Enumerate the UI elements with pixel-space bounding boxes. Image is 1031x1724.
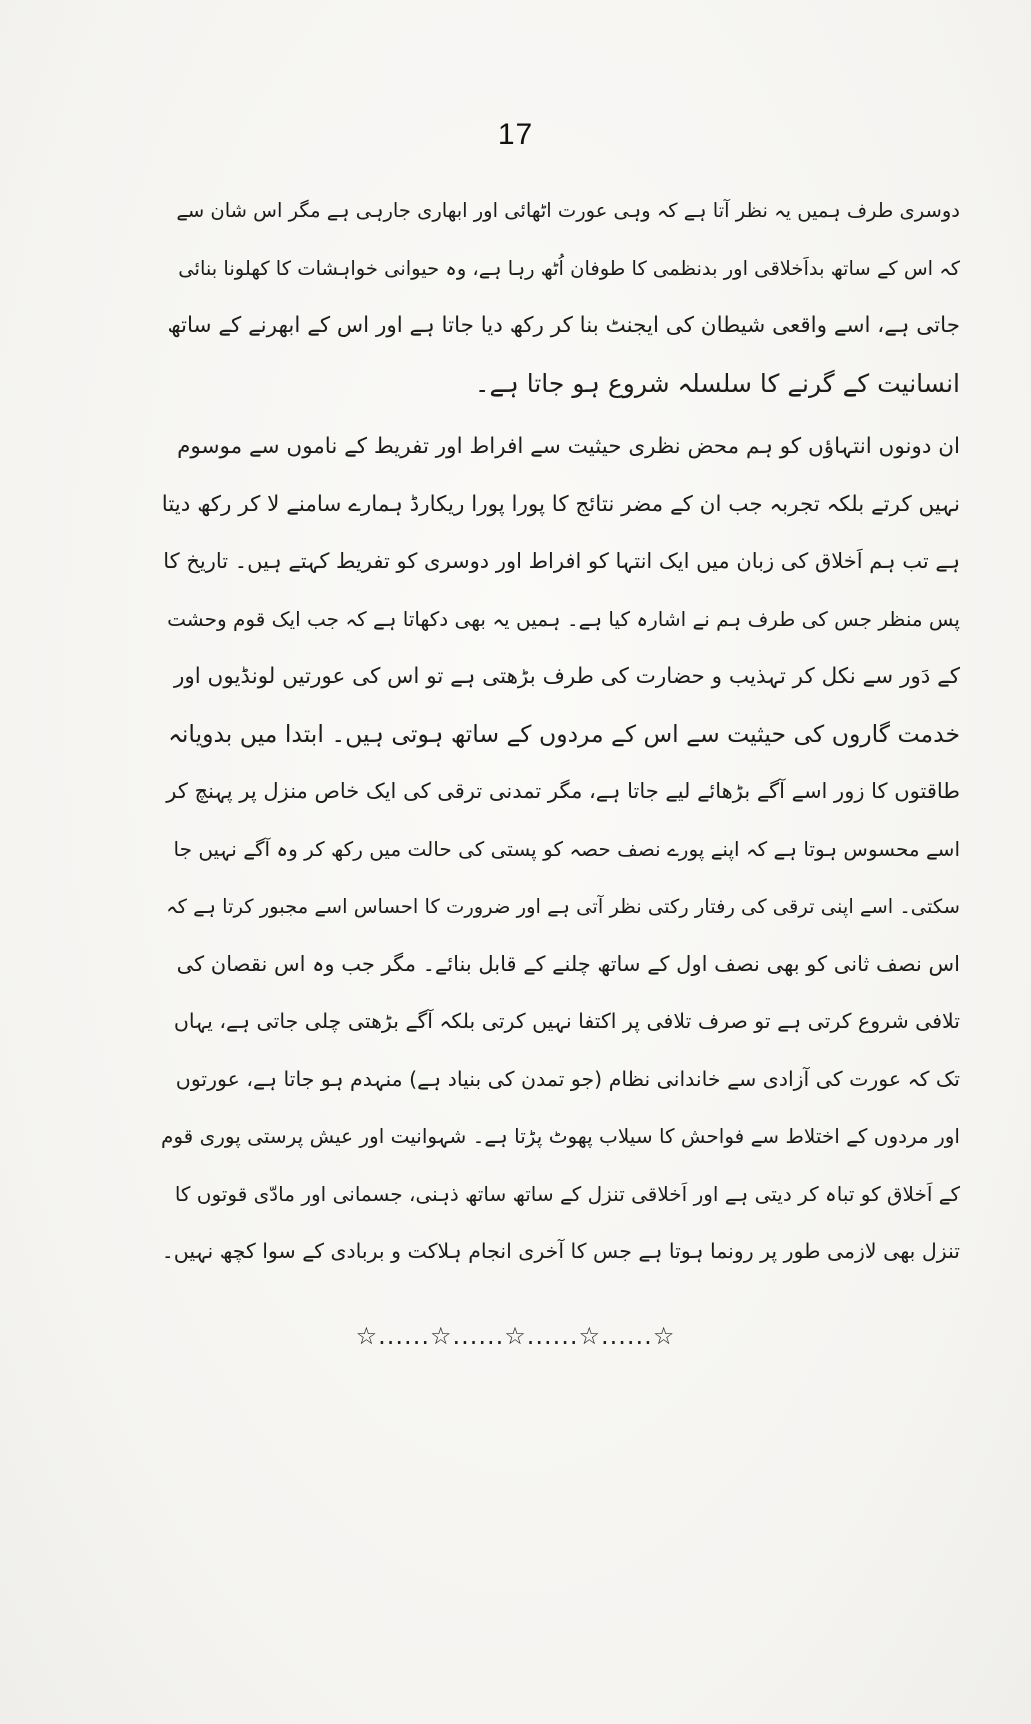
text-line: طاقتوں کا زور اسے آگے بڑھائے لیے جاتا ہے، مگر تمدنی ترقی کی ایک خاص منزل پر پہنچ کر: [166, 779, 960, 803]
text-line: کے اَخلاق کو تباہ کر دیتی ہے اور اَخلاقی تنزل کے ساتھ ساتھ ذہنی، جسمانی اور مادّی قوتوں کا: [174, 1181, 960, 1206]
text-line: کہ اس کے ساتھ بداَخلاقی اور بدنظمی کا طوفان اُٹھ رہا ہے، وہ حیوانی خواہشات کا کھلونا بنائی: [178, 256, 960, 280]
paragraph-2: [160, 418, 960, 1281]
text-line: خدمت گاروں کی حیثیت سے اس کے مردوں کے ساتھ ہوتی ہیں۔ ابتدا میں بدویانہ: [168, 719, 960, 748]
text-line: تلافی شروع کرتی ہے تو صرف تلافی پر اکتفا نہیں کرتی بلکہ آگے بڑھتی چلی جاتی ہے، یہاں: [173, 1009, 960, 1033]
text-line: دوسری طرف ہمیں یہ نظر آتا ہے کہ وہی عورت اٹھائی اور ابھاری جارہی ہے مگر اس شان سے: [176, 199, 960, 222]
text-line: انسانیت کے گرنے کا سلسلہ شروع ہو جاتا ہے۔: [474, 368, 960, 398]
text-line: اس نصف ثانی کو بھی نصف اول کے ساتھ چلنے کے قابل بنائے۔ مگر جب وہ اس نقصان کی: [176, 951, 960, 976]
body-text: [160, 182, 960, 1281]
text-line: تنزل بھی لازمی طور پر رونما ہوتا ہے جس کا آخری انجام ہلاکت و بربادی کے سوا کچھ نہیں۔: [161, 1239, 960, 1263]
star-divider: ☆......☆......☆......☆......☆: [355, 1322, 676, 1350]
text-line: پس منظر جس کی طرف ہم نے اشارہ کیا ہے۔ ہمیں یہ بھی دکھاتا ہے کہ جب ایک قوم وحشت: [167, 606, 960, 631]
text-line: جاتی ہے، اسے واقعی شیطان کی ایجنٹ بنا کر رکھ دیا جاتا ہے اور اس کے ابھرنے کے ساتھ: [167, 313, 960, 338]
text-line: اور مردوں کے اختلاط سے فواحش کا سیلاب پھوٹ پڑتا ہے۔ شہوانیت اور عیش پرستی پوری قوم: [160, 1124, 960, 1148]
text-line: نہیں کرتے بلکہ تجربہ جب ان کے مضر نتائج کا پورا پورا ریکارڈ ہمارے سامنے لا کر رکھ دیتا: [161, 491, 960, 517]
text-line: سکتی۔ اسے اپنی ترقی کی رفتار رکتی نظر آتی ہے اور ضرورت کا احساس اسے مجبور کرتا ہے کہ: [166, 895, 960, 918]
paragraph-1: [160, 182, 960, 412]
text-line: کے دَور سے نکل کر تہذیب و حضارت کی طرف بڑھتی ہے تو اس کی عورتیں لونڈیوں اور: [173, 664, 960, 689]
text-line: تک کہ عورت کی آزادی سے خاندانی نظام (جو تمدن کی بنیاد ہے) منہدم ہو جاتا ہے، عورتوں: [175, 1066, 960, 1091]
text-line: ان دونوں انتہاؤں کو ہم محض نظری حیثیت سے افراط اور تفریط کے ناموں سے موسوم: [177, 434, 960, 459]
text-line: اسے محسوس ہوتا ہے کہ اپنے پورے نصف حصہ کو پستی کی حالت میں رکھ کر وہ آگے نہیں جا: [173, 836, 960, 861]
text-line: ہے تب ہم اَخلاق کی زبان میں ایک انتہا کو افراط اور دوسری کو تفریط کہتے ہیں۔ تاریخ کا: [163, 549, 960, 573]
page-number: 17: [497, 118, 534, 151]
